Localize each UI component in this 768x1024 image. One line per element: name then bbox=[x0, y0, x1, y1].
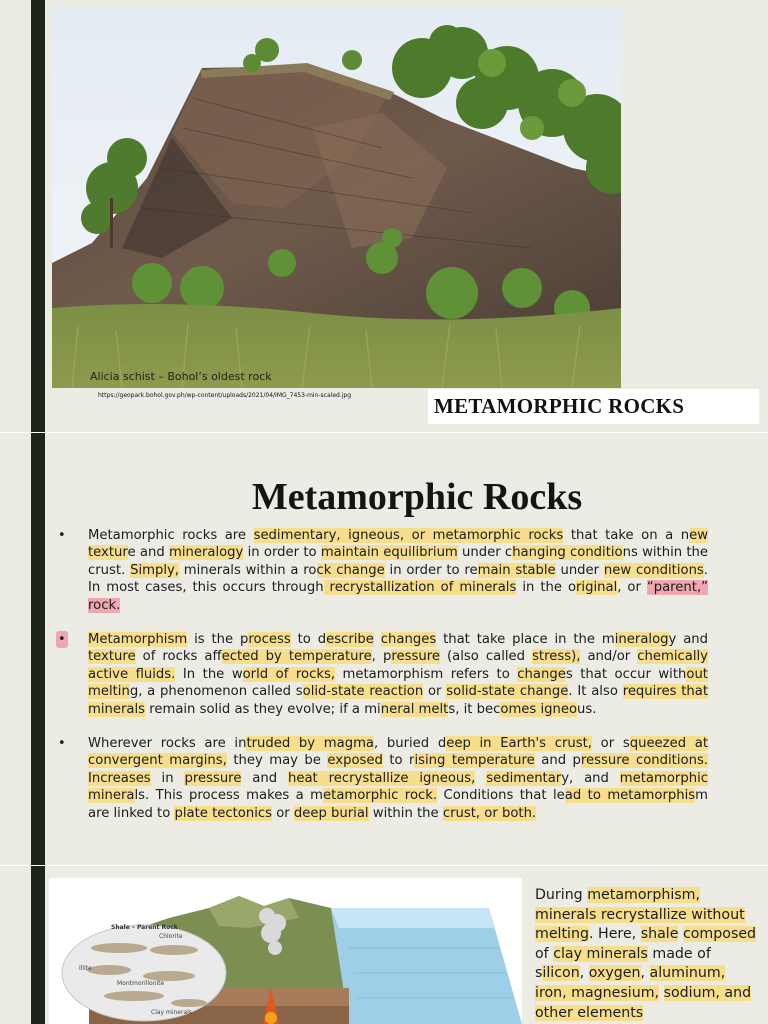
highlighted-text: escribe bbox=[326, 632, 374, 648]
highlighted-text: clay minerals bbox=[553, 945, 648, 962]
highlighted-text: solid-state change bbox=[446, 684, 569, 700]
highlighted-text: deep burial bbox=[293, 805, 369, 821]
text-run: that take place in the m bbox=[436, 632, 615, 648]
highlighted-text: metamorphic minera bbox=[88, 770, 708, 804]
highlighted-text: chemically active fluids. bbox=[88, 649, 708, 682]
text-run: and/or bbox=[580, 649, 638, 665]
text-run: in order to bbox=[243, 545, 321, 561]
highlighted-text: ck change bbox=[316, 562, 385, 578]
highlighted-text: sodium, and other elements bbox=[535, 984, 752, 1021]
text-run: metamorphism refers to bbox=[335, 666, 518, 682]
slide-heading: Metamorphic Rocks bbox=[251, 476, 583, 518]
text-run: of bbox=[535, 945, 554, 962]
text-run: . Here, bbox=[589, 926, 641, 943]
bullet-text bbox=[88, 735, 708, 822]
accent-bar bbox=[31, 866, 45, 1024]
highlighted-text: change bbox=[517, 666, 566, 682]
title-box bbox=[428, 389, 759, 424]
highlighted-text: rocess bbox=[248, 632, 291, 648]
text-run: , buried d bbox=[374, 736, 447, 752]
text-run: y and bbox=[668, 632, 709, 648]
schist-photo bbox=[52, 8, 621, 388]
bullet-text bbox=[88, 631, 708, 718]
text-run bbox=[659, 985, 664, 1001]
slide-1 bbox=[0, 0, 768, 432]
highlighted-text: pressure bbox=[184, 770, 242, 786]
highlighted-text: truded by magma bbox=[246, 736, 374, 752]
text-run: and bbox=[241, 770, 288, 786]
highlighted-text: stress), bbox=[532, 649, 581, 665]
text-run: Wherever rocks are in bbox=[88, 736, 247, 752]
highlighted-text: Increases bbox=[88, 770, 151, 786]
text-run: of rocks aff bbox=[135, 649, 222, 665]
highlighted-text: requires that minerals bbox=[88, 684, 709, 717]
highlighted-text: maintain equilibrium bbox=[320, 545, 458, 561]
diagram-label-illite: Illite bbox=[79, 965, 92, 972]
side-text bbox=[535, 886, 761, 1023]
text-run: or bbox=[272, 805, 294, 821]
highlighted-text: riginal bbox=[576, 580, 618, 596]
highlighted-text: sedimentary, igneous, or metamorphic rocks bbox=[253, 528, 564, 543]
text-run: remain solid as they evolve; if a mi bbox=[145, 701, 381, 717]
slide-2 bbox=[0, 433, 768, 865]
text-run: in order to re bbox=[384, 562, 478, 578]
bullet-list bbox=[58, 527, 708, 839]
text-run: in the o bbox=[516, 580, 577, 596]
text-run: to d bbox=[290, 632, 327, 648]
highlighted-text: metamorphism, bbox=[587, 887, 701, 903]
highlighted-text: Simply, bbox=[130, 562, 179, 578]
text-run: made of s bbox=[535, 945, 711, 982]
text-run: , p bbox=[371, 649, 392, 665]
image-source-url: https://geopark.bohol.gov.ph/wp-content/uploads/2021/04/IMG_7453-min-scaled.jpg bbox=[98, 392, 352, 399]
text-run: within the bbox=[368, 805, 443, 821]
highlighted-text: orld of rocks, bbox=[242, 666, 336, 682]
highlighted-text: shale bbox=[640, 926, 679, 943]
highlighted-text: olid-state reaction bbox=[302, 684, 424, 700]
text-run: , bbox=[640, 965, 650, 982]
text-run bbox=[475, 771, 486, 786]
highlighted-text: minerals recrystallize without melting bbox=[535, 906, 745, 943]
slide-3 bbox=[0, 866, 768, 1024]
bullet-item bbox=[58, 631, 708, 718]
text-run: m are linked to bbox=[88, 788, 708, 821]
text-run: ns within the crust. bbox=[88, 545, 708, 578]
diagram-label-montmorillonite: Montmorillonite bbox=[117, 980, 165, 987]
highlighted-text: crust, or both. bbox=[442, 805, 537, 821]
text-run: During bbox=[535, 887, 588, 903]
highlighted-text: changes bbox=[380, 632, 437, 648]
text-run: In the w bbox=[175, 666, 243, 682]
text-run bbox=[374, 632, 381, 647]
highlighted-text: etamorphic rock. bbox=[323, 788, 438, 804]
text-run: under bbox=[555, 562, 604, 578]
highlighted-text: texture bbox=[88, 649, 136, 665]
text-run: minerals within a ro bbox=[179, 562, 317, 578]
highlighted-text: ected by temperature bbox=[221, 649, 372, 665]
diagram-label-chlorite: Chlorite bbox=[159, 933, 183, 940]
text-run: to r bbox=[382, 753, 415, 769]
highlighted-text: omes igneo bbox=[500, 701, 578, 717]
highlighted-text: exposed bbox=[327, 753, 383, 769]
metamorphism-diagram bbox=[49, 878, 522, 1024]
text-run: y, and bbox=[561, 770, 620, 786]
highlighted-text: neral melt bbox=[380, 701, 449, 717]
diagram-label-parent: Shale – Parent Rock bbox=[111, 924, 178, 931]
highlighted-text: eep in Earth's crust, bbox=[446, 736, 592, 752]
text-run: . It also bbox=[568, 684, 623, 700]
highlighted-text: Metamorphism bbox=[88, 632, 188, 648]
text-run: in bbox=[150, 770, 185, 786]
highlighted-text: ew textur bbox=[88, 528, 708, 561]
text-run: ls. This process makes a m bbox=[134, 788, 324, 804]
text-run: s that occur with bbox=[565, 666, 687, 682]
bullet-marker: • bbox=[58, 632, 66, 648]
text-run: is the p bbox=[187, 632, 249, 648]
highlighted-text: ressure bbox=[391, 649, 440, 665]
bullet-item bbox=[58, 735, 708, 822]
highlighted-text: heat recrystallize igneous, bbox=[288, 770, 476, 786]
highlighted-text: main stable bbox=[477, 562, 556, 578]
text-run: Conditions that le bbox=[437, 788, 565, 804]
bullet-item bbox=[58, 527, 708, 614]
highlighted-text: “parent,” rock. bbox=[88, 580, 708, 613]
highlighted-text: ilicon bbox=[542, 965, 580, 982]
highlighted-text: ineralog bbox=[614, 632, 669, 648]
text-run: . In most cases, this occurs through bbox=[88, 562, 708, 596]
accent-bar bbox=[31, 0, 45, 432]
highlighted-text: oxygen bbox=[588, 965, 641, 982]
highlighted-text: plate tectonics bbox=[174, 805, 272, 821]
text-run: under c bbox=[457, 545, 513, 561]
highlighted-text: recrystallization of minerals bbox=[323, 580, 517, 596]
highlighted-text: ressure conditions. bbox=[580, 753, 709, 769]
highlighted-text: mineralogy bbox=[168, 545, 244, 561]
highlighted-text: aluminum, iron, magnesium, bbox=[535, 965, 726, 1001]
highlighted-text: out meltin bbox=[88, 666, 708, 700]
highlighted-text: queezed at bbox=[629, 736, 709, 752]
text-run: or bbox=[423, 684, 447, 700]
bullet-marker: • bbox=[58, 736, 66, 752]
text-run: that take on a n bbox=[563, 528, 690, 543]
slide-title: METAMORPHIC ROCKS bbox=[434, 394, 685, 418]
photo-caption: Alicia schist – Bohol’s oldest rock bbox=[90, 370, 272, 383]
text-run: , bbox=[579, 965, 589, 982]
highlighted-text: convergent margins, bbox=[88, 753, 227, 769]
text-run: s, it bec bbox=[448, 701, 501, 717]
text-run: us. bbox=[577, 701, 597, 717]
text-run: they may be bbox=[226, 753, 328, 769]
highlighted-text: new conditions bbox=[603, 562, 704, 578]
highlighted-text: sedimentar bbox=[486, 770, 562, 786]
text-run: and p bbox=[534, 753, 581, 769]
highlighted-text: ad to metamorphis bbox=[564, 788, 696, 804]
text-run: Metamorphic rocks are bbox=[88, 528, 254, 543]
diagram-label-clay: Clay minerals bbox=[151, 1009, 192, 1016]
text-run: (also called bbox=[439, 649, 533, 665]
highlighted-text: hanging conditio bbox=[512, 545, 623, 561]
text-run: , or bbox=[617, 580, 647, 596]
text-run: g, a phenomenon called s bbox=[129, 684, 303, 700]
bullet-text bbox=[88, 527, 708, 614]
text-run: e and bbox=[127, 545, 169, 561]
highlighted-text: ising temperature bbox=[414, 753, 535, 769]
highlighted-text: composed bbox=[682, 926, 757, 943]
text-run: or s bbox=[592, 736, 630, 752]
bullet-marker: • bbox=[58, 528, 66, 543]
